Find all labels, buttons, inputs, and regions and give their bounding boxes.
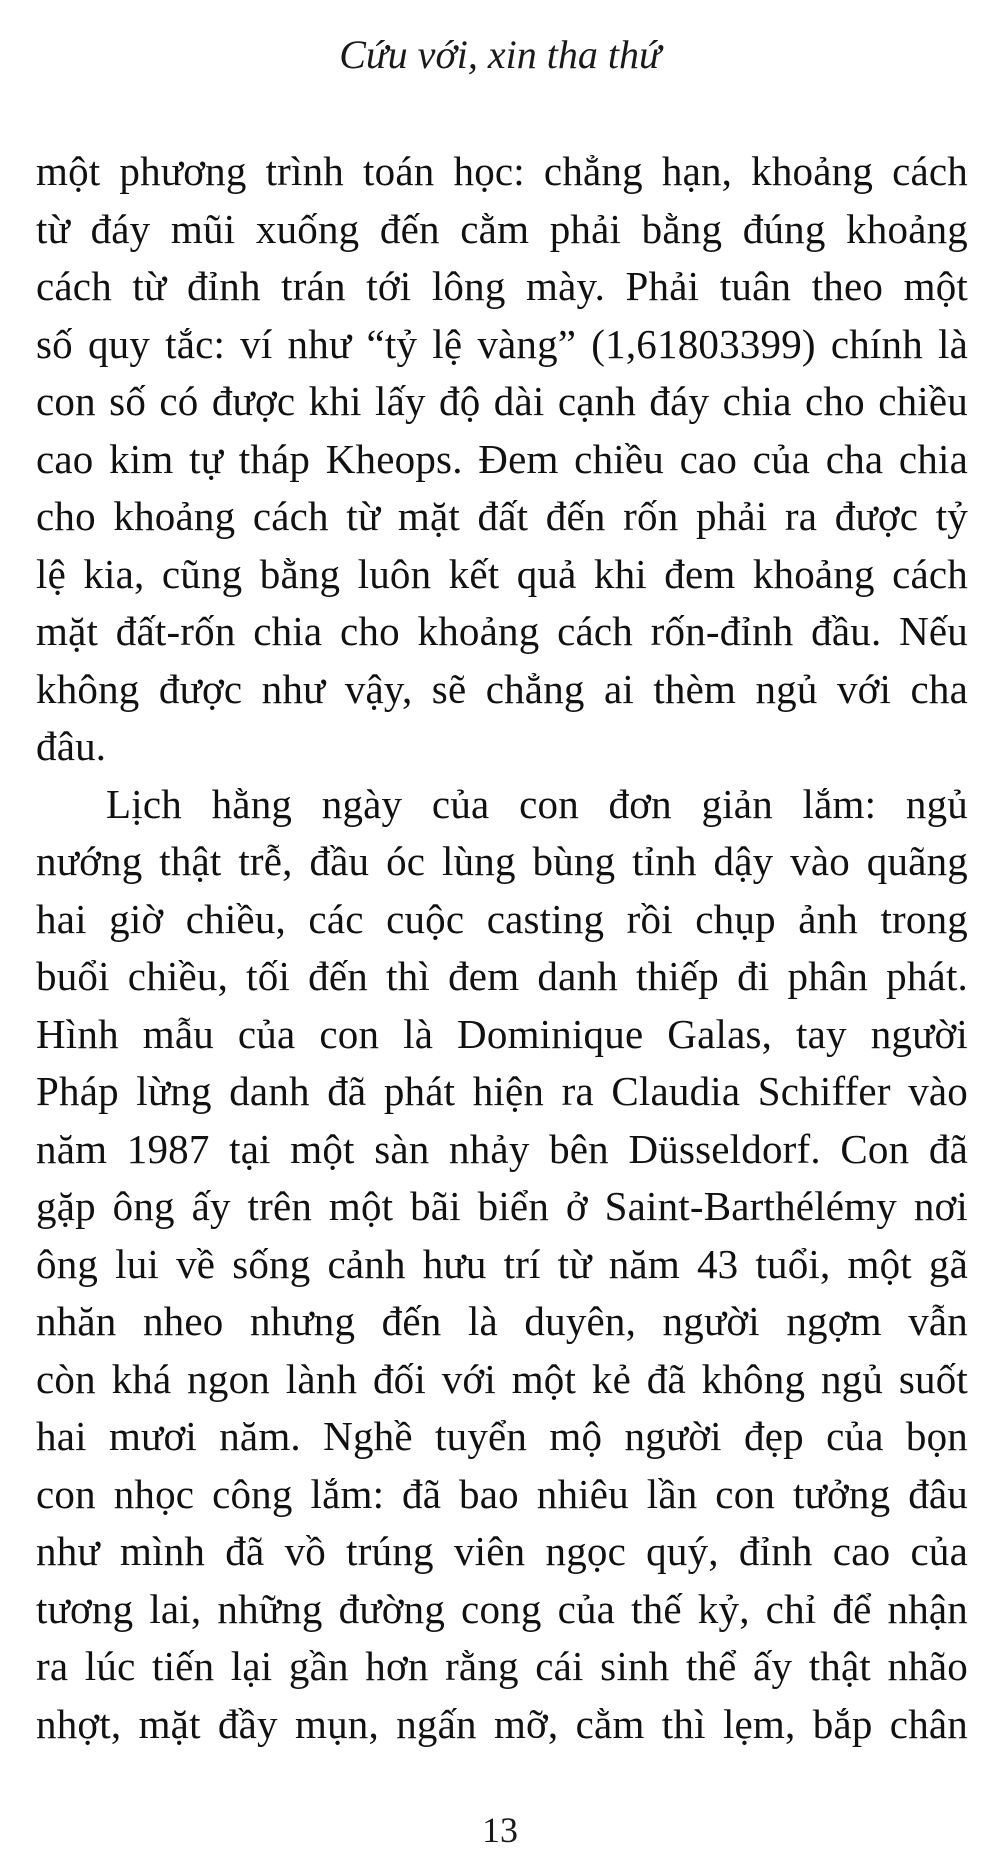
text-line: cho khoảng cách từ mặt đất đến rốn phải ra được tỷ <box>36 493 968 539</box>
text-line: con số có được khi lấy độ dài cạnh đáy chia cho chiều <box>36 378 968 424</box>
text-line: cao kim tự tháp Kheops. Đem chiều cao của cha chia <box>36 435 968 482</box>
text-line: một phương trình toán học: chẳng hạn, khoảng cách <box>36 148 968 194</box>
text-line: nhăn nheo nhưng đến là duyên, người ngợm vẫn <box>36 1298 968 1344</box>
text-line: lệ kia, cũng bằng luôn kết quả khi đem khoảng cách <box>36 550 968 597</box>
text-line: không được như vậy, sẽ chẳng ai thèm ngủ với cha <box>36 665 968 712</box>
text-line: buổi chiều, tối đến thì đem danh thiếp đi phân phát. <box>36 953 968 999</box>
text-line: như mình đã vồ trúng viên ngọc quý, đỉnh cao của <box>36 1528 968 1574</box>
text-line: nướng thật trễ, đầu óc lùng bùng tỉnh dậy vào quãng <box>36 838 968 884</box>
body-text <box>36 143 968 1753</box>
text-line: con nhọc công lắm: đã bao nhiêu lần con tưởng đâu <box>36 1470 968 1517</box>
text-line: hai giờ chiều, các cuộc casting rồi chụp ảnh trong <box>36 895 968 942</box>
text-line: còn khá ngon lành đối với một kẻ đã không ngủ suốt <box>36 1355 968 1402</box>
page-number: 13 <box>482 1810 518 1850</box>
text-line: năm 1987 tại một sàn nhảy bên Düsseldorf. Con đã <box>36 1125 968 1172</box>
text-line: từ đáy mũi xuống đến cằm phải bằng đúng khoảng <box>36 205 968 252</box>
text-line: ông lui về sống cảnh hưu trí từ năm 43 tuổi, một gã <box>36 1240 968 1287</box>
text-line: ra lúc tiến lại gần hơn rằng cái sinh thể ấy thật nhão <box>36 1643 968 1689</box>
text-line: Hình mẫu của con là Dominique Galas, tay người <box>36 1010 968 1057</box>
text-line: gặp ông ấy trên một bãi biển ở Saint-Barthélémy nơi <box>36 1183 968 1229</box>
paragraph-start-line: Lịch hằng ngày của con đơn giản lắm: ngủ <box>106 780 968 827</box>
text-line: mặt đất-rốn chia cho khoảng cách rốn-đỉnh đầu. Nếu <box>36 608 968 654</box>
text-line: nhợt, mặt đầy mụn, ngấn mỡ, cằm thì lẹm, bắp chân <box>36 1700 968 1747</box>
text-line: cách từ đỉnh trán tới lông mày. Phải tuân theo một <box>36 263 968 309</box>
running-header: Cứu với, xin tha thứ <box>339 32 661 77</box>
text-line: hai mươi năm. Nghề tuyển mộ người đẹp của bọn <box>36 1413 968 1459</box>
text-line: Pháp lừng danh đã phát hiện ra Claudia Schiffer vào <box>36 1068 968 1114</box>
paragraph-end-line: đâu. <box>36 723 107 769</box>
text-line: số quy tắc: ví như “tỷ lệ vàng” (1,61803399) chính là <box>36 320 968 367</box>
text-line: tương lai, những đường cong của thế kỷ, chỉ để nhận <box>36 1585 968 1632</box>
